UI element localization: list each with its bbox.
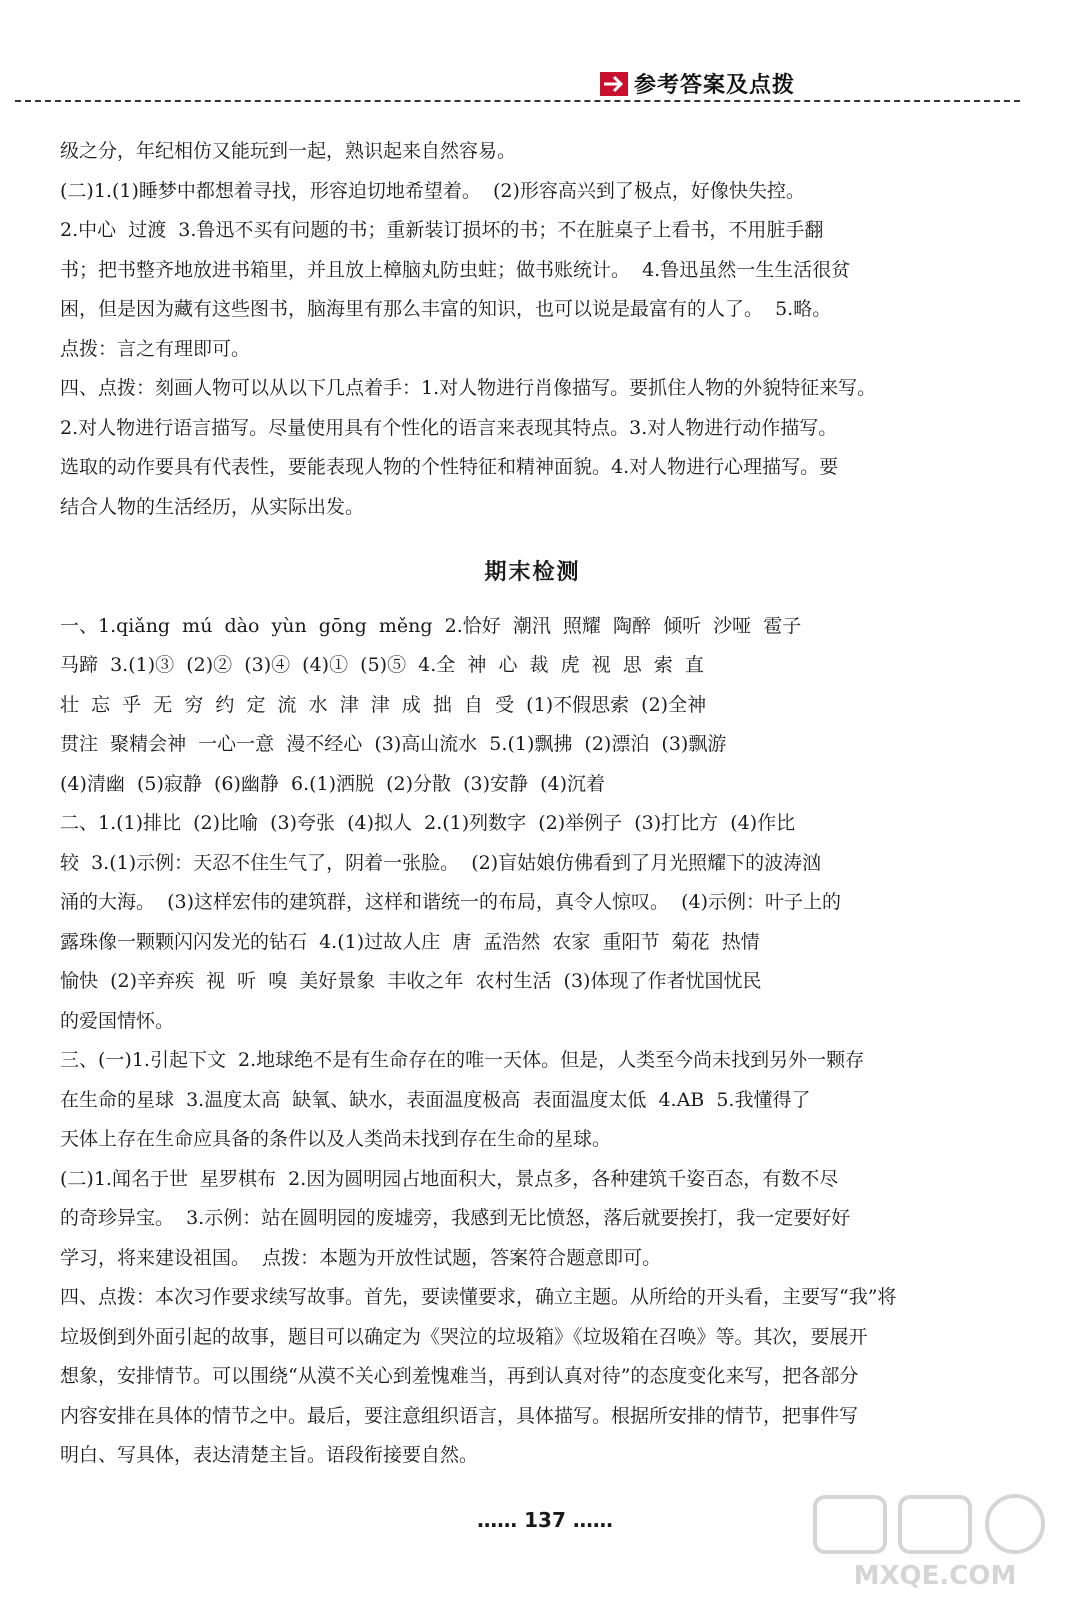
text-line: 四、点拨：刻画人物可以从以下几点着手：1.对人物进行肖像描写。要抓住人物的外貌特征来写。 (60, 377, 877, 399)
text-line: 天体上存在生命应具备的条件以及人类尚未找到存在生命的星球。 (60, 1128, 612, 1150)
text-line: 三、(一)1.引起下文 2.地球绝不是有生命存在的唯一天体。但是，人类至今尚未找到另外一颗存 (60, 1049, 865, 1071)
text-line: 壮 忘 乎 无 穷 约 定 流 水 津 津 成 拙 自 受 (1)不假思索 (2)全神 (60, 693, 707, 716)
page-header (0, 0, 1090, 110)
svg-text:MXQE.COM: MXQE.COM (853, 1561, 1017, 1591)
text-line: 点拨：言之有理即可。 (60, 337, 251, 360)
header-tag (600, 68, 795, 99)
text-line: 贯注 聚精会神 一心一意 漫不经心 (3)高山流水 5.(1)飘拂 (2)漂泊 (3)飘游 (60, 733, 727, 755)
answer-content (60, 132, 1005, 1476)
watermark-logo (810, 1492, 1060, 1592)
text-line: 的奇珍异宝。 3.示例：站在圆明园的废墟旁，我感到无比愤怒，落后就要挨打，我一定要好好 (60, 1207, 851, 1229)
text-line: 在生命的星球 3.温度太高 缺氧、缺水，表面温度极高 表面温度太低 4.AB 5.我懂得了 (60, 1088, 811, 1111)
text-line: 困，但是因为藏有这些图书，脑海里有那么丰富的知识，也可以说是最富有的人了。 5.略。 (60, 298, 832, 320)
header-divider (15, 100, 1020, 102)
text-line: 露珠像一颗颗闪闪发光的钻石 4.(1)过故人庄 唐 孟浩然 农家 重阳节 菊花 热情 (60, 930, 760, 953)
text-line: 涌的大海。 (3)这样宏伟的建筑群，这样和谐统一的布局，真令人惊叹。 (4)示例：叶子上的 (60, 891, 841, 913)
section-title: 期末检测 (484, 560, 581, 585)
text-line: 选取的动作要具有代表性，要能表现人物的个性特征和精神面貌。4.对人物进行心理描写。要 (60, 456, 839, 478)
text-line: 2.对人物进行语言描写。尽量使用具有个性化的语言来表现其特点。3.对人物进行动作描写。 (60, 416, 838, 439)
text-line: 垃圾倒到外面引起的故事，题目可以确定为《哭泣的垃圾箱》《垃圾箱在召唤》等。其次，要展开 (60, 1325, 868, 1348)
text-line: 学习，将来建设祖国。 点拨：本题为开放性试题，答案符合题意即可。 (60, 1246, 662, 1269)
text-line: 一、1.qiǎng mú dào yùn gōng měng 2.恰好 潮汛 照耀 陶醉 倾听 沙哑 雹子 (60, 614, 802, 637)
text-line: 的爱国情怀。 (60, 1009, 175, 1032)
text-line: 级之分，年纪相仿又能玩到一起，熟识起来自然容易。 (60, 140, 517, 162)
text-line: (二)1.(1)睡梦中都想着寻找，形容迫切地希望着。 (2)形容高兴到了极点，好像快失控。 (60, 179, 805, 202)
arrow-right-icon (600, 72, 628, 96)
text-line: 想象，安排情节。可以围绕“从漠不关心到羞愧难当，再到认真对待”的态度变化来写，把各部分 (60, 1365, 859, 1387)
text-line: 二、1.(1)排比 (2)比喻 (3)夸张 (4)拟人 2.(1)列数字 (2)举例子 (3)打比方 (4)作比 (60, 812, 796, 834)
text-line: 书；把书整齐地放进书箱里，并且放上樟脑丸防虫蛀；做书账统计。 4.鲁迅虽然一生生活很贫 (60, 258, 851, 281)
page-number: …… 137 …… (477, 1508, 613, 1532)
text-line: 四、点拨：本次习作要求续写故事。首先，要读懂要求，确立主题。从所给的开头看，主要写“我”将 (60, 1286, 897, 1308)
text-line: (二)1.闻名于世 星罗棋布 2.因为圆明园占地面积大，景点多，各种建筑千姿百态，有数不尽 (60, 1167, 839, 1190)
text-line: 结合人物的生活经历，从实际出发。 (60, 495, 365, 518)
header-title: 参考答案及点拨 (634, 73, 796, 98)
text-line: 2.中心 过渡 3.鲁迅不买有问题的书；重新装订损坏的书；不在脏桌子上看书，不用脏手翻 (60, 219, 824, 241)
text-line: 马蹄 3.(1)③ (2)② (3)④ (4)① (5)⑤ 4.全 神 心 裁 虎 视 思 索 直 (60, 654, 704, 676)
text-line: 明白、写具体，表达清楚主旨。语段衔接要自然。 (60, 1444, 479, 1466)
text-line: 愉快 (2)辛弃疾 视 听 嗅 美好景象 丰收之年 农村生活 (3)体现了作者忧国忧民 (60, 970, 762, 992)
text-line: (4)清幽 (5)寂静 (6)幽静 6.(1)洒脱 (2)分散 (3)安静 (4)沉着 (60, 772, 605, 795)
text-line: 内容安排在具体的情节之中。最后，要注意组织语言，具体描写。根据所安排的情节，把事件写 (60, 1404, 859, 1427)
text-line: 较 3.(1)示例：天忍不住生气了，阴着一张脸。 (2)盲姑娘仿佛看到了月光照耀下的波涛汹 (60, 851, 822, 874)
